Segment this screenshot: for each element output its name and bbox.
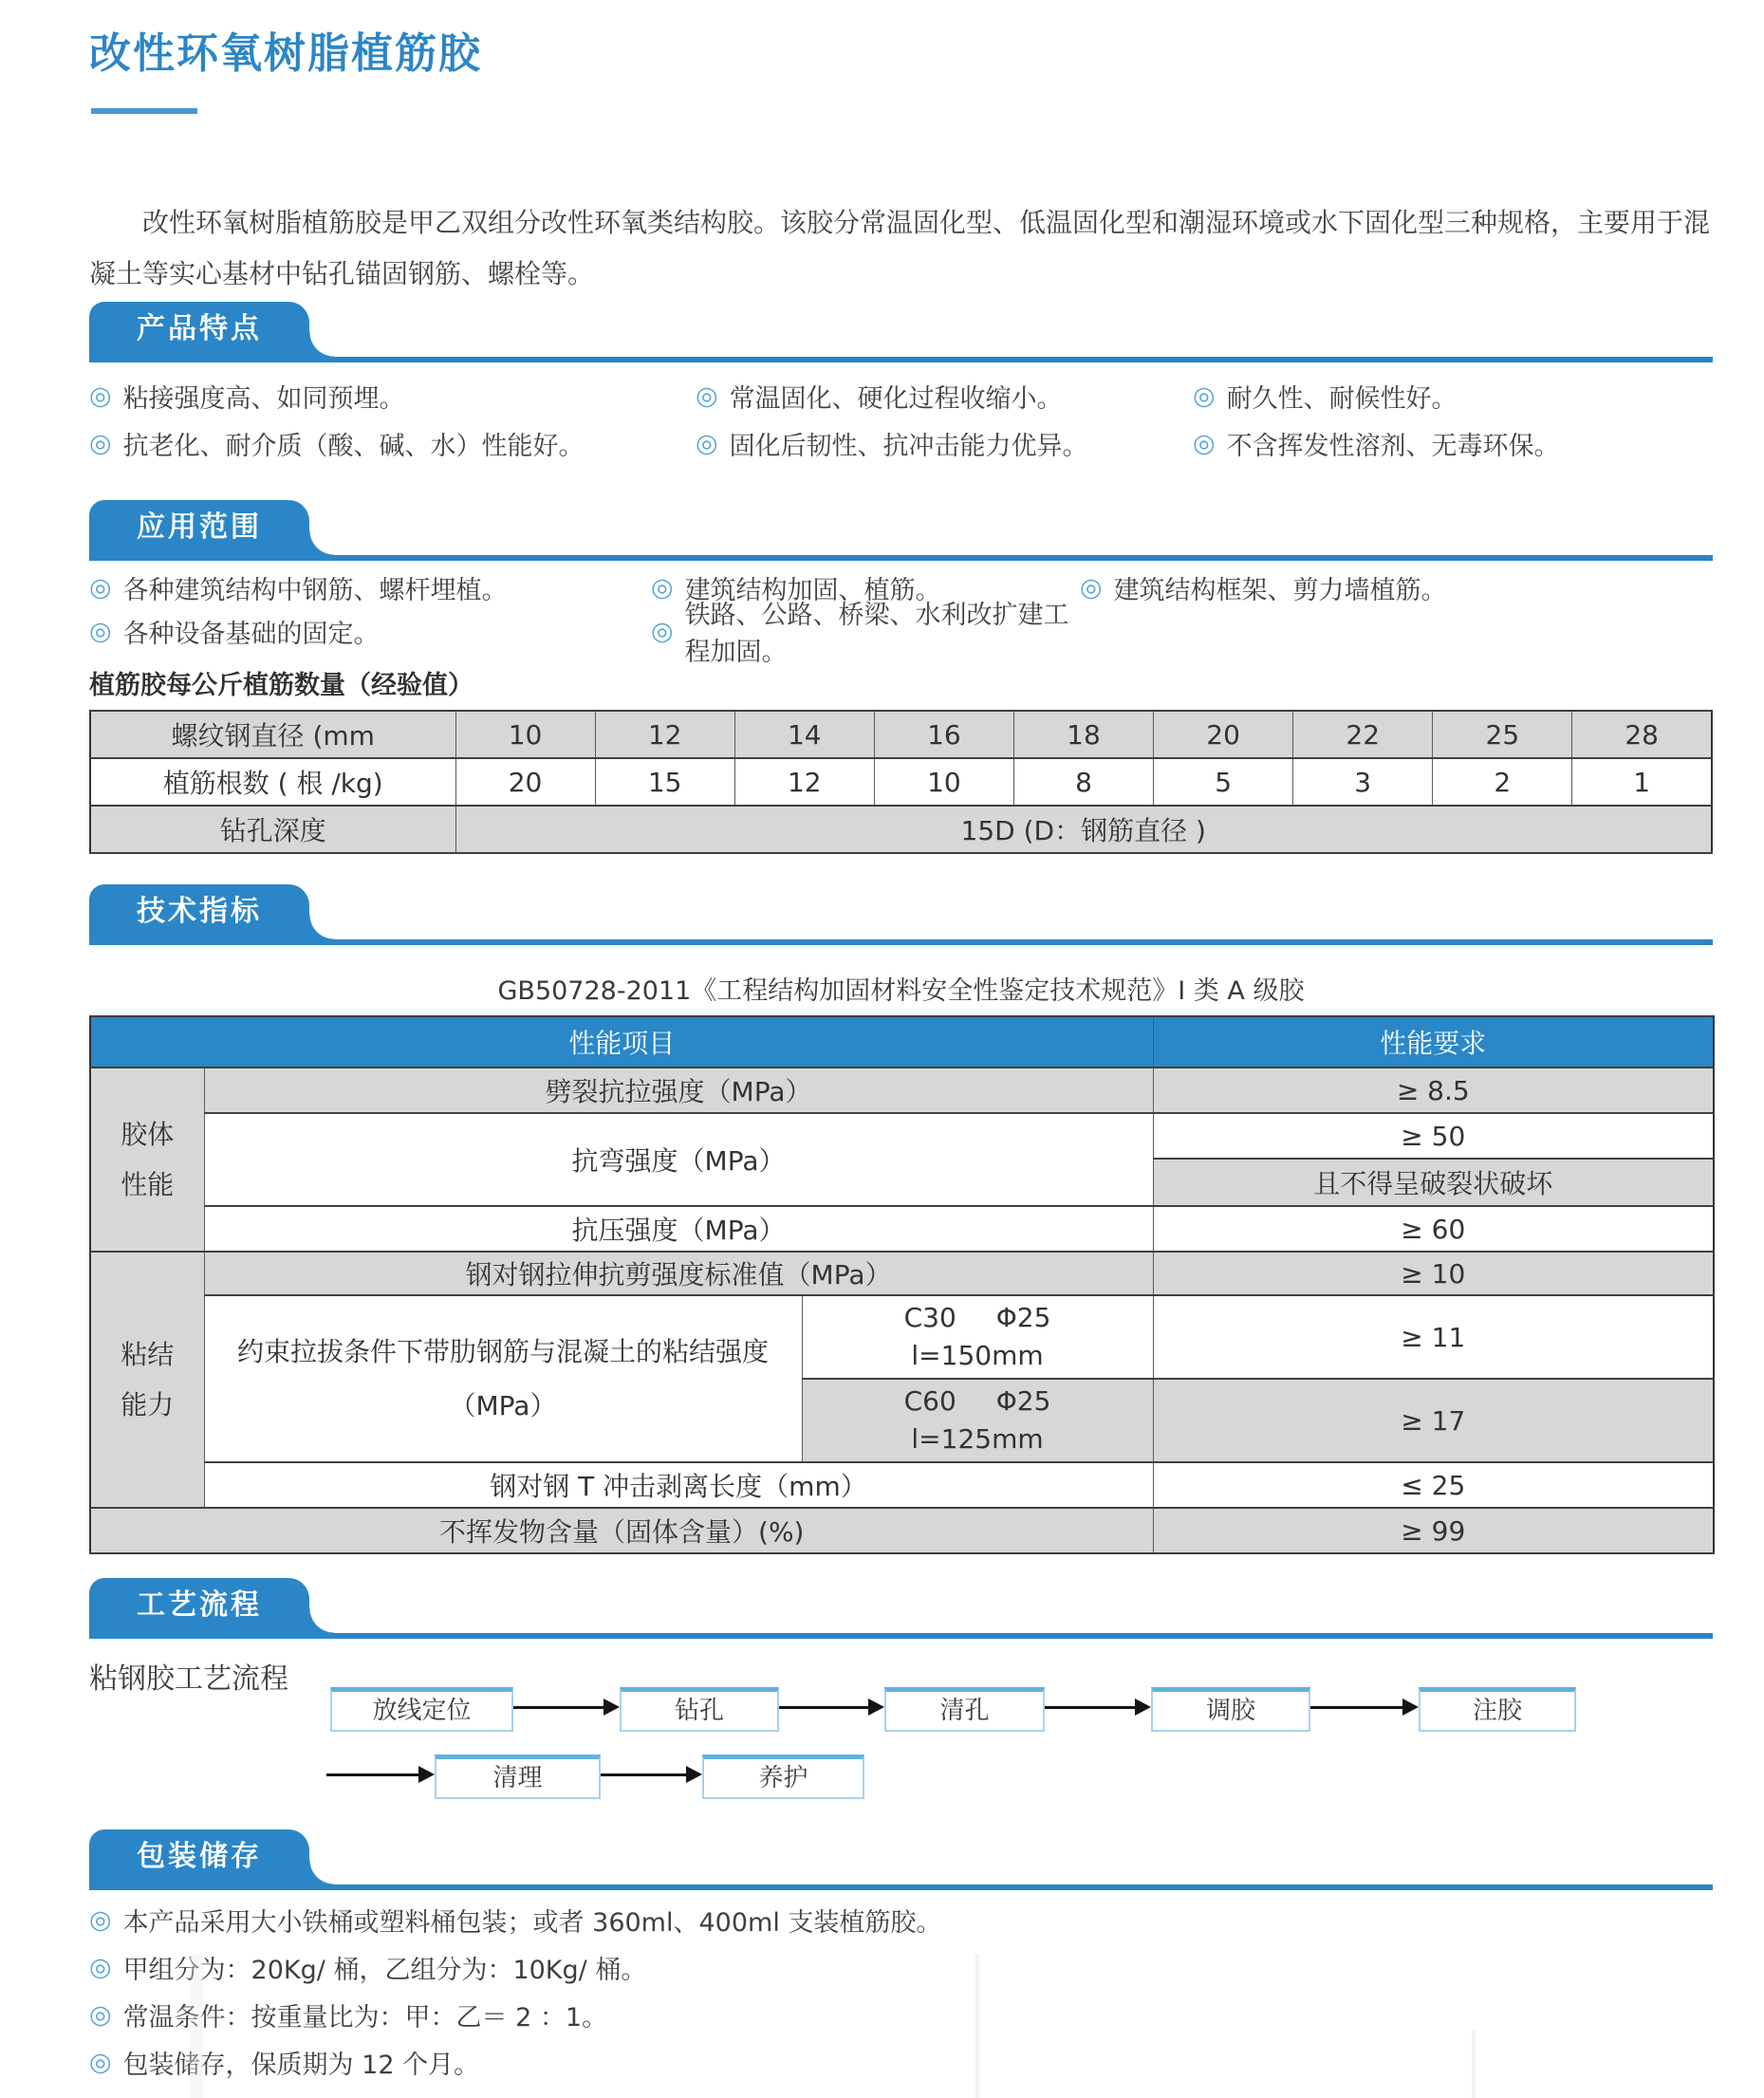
process-flowchart (89, 1653, 1713, 1814)
requirement-cell: ≥ 10 (1153, 1252, 1714, 1295)
cell: 28 (1572, 711, 1712, 758)
tech-table (89, 1015, 1715, 1554)
bullet-text: 甲组分为：20Kg/ 桶，乙组分为：10Kg/ 桶。 (122, 1955, 647, 1985)
page-title: 改性环氧树脂植筋胶 (89, 29, 482, 78)
bullet-text: 常温固化、硬化过程收缩小。 (729, 383, 1063, 414)
arrow-right-icon (326, 1773, 418, 1776)
property-cell: 不挥发物含量（固体含量）(%) (90, 1508, 1153, 1553)
bullet-icon: ◎ (89, 428, 112, 458)
packaging-heading-badge: 包装储存 (89, 1829, 309, 1884)
table-row (90, 806, 1712, 853)
property-cell: 钢对钢拉伸抗剪强度标准值（MPa） (204, 1252, 1153, 1295)
arrow-right-icon (1310, 1706, 1402, 1709)
bullet-text: 不含挥发性溶剂、无毒环保。 (1226, 431, 1560, 461)
cell: 20 (455, 758, 595, 806)
cell: 22 (1293, 711, 1433, 758)
list-item (89, 1991, 1713, 2038)
arrow-right-icon (601, 1773, 686, 1776)
row-label: 钻孔深度 (90, 806, 455, 853)
property-cell: 劈裂抗拉强度（MPa） (204, 1068, 1153, 1113)
cell: 12 (595, 711, 734, 758)
cell: 16 (874, 711, 1013, 758)
section-header-features (89, 302, 1713, 362)
list-item (89, 419, 696, 467)
section-rule (89, 357, 1713, 362)
property-cell: 钢对钢 T 冲击剥离长度（mm） (204, 1462, 1153, 1508)
column-header: 性能要求 (1153, 1016, 1714, 1068)
watermark-tower (975, 1955, 979, 2098)
list-item (89, 1943, 1713, 1991)
bullet-text: 粘接强度高、如同预埋。 (122, 383, 405, 414)
bullet-icon: ◎ (696, 428, 718, 458)
flow-step: 调胶 (1151, 1687, 1310, 1732)
condition-cell: C30 Φ25 l=150mm (802, 1295, 1153, 1379)
flow-step: 清孔 (884, 1687, 1045, 1732)
bullet-icon: ◎ (696, 381, 718, 411)
applications-list (89, 566, 1713, 667)
cell: 18 (1013, 711, 1153, 758)
cell: 10 (455, 711, 595, 758)
property-cell: 抗压强度（MPa） (204, 1206, 1153, 1252)
bullet-text: 耐久性、耐候性好。 (1226, 383, 1458, 414)
bullet-icon: ◎ (89, 1999, 112, 2030)
arrow-right-icon (513, 1706, 603, 1709)
list-item (696, 419, 1193, 467)
bullet-text: 本产品采用大小铁桶或塑料桶包装；或者 360ml、400ml 支装植筋胶。 (122, 1907, 942, 1938)
bullet-icon: ◎ (1080, 572, 1103, 603)
cell: 1 (1572, 758, 1712, 806)
table-row (90, 1068, 1714, 1113)
flowchart-label: 粘钢胶工艺流程 (89, 1662, 288, 1696)
features-list (89, 372, 1713, 467)
cell: 15 (595, 758, 734, 806)
section-rule (89, 939, 1713, 945)
bullet-icon: ◎ (1193, 381, 1216, 411)
list-item (696, 372, 1193, 419)
applications-heading-badge: 应用范围 (89, 500, 309, 555)
process-heading-badge: 工艺流程 (89, 1578, 309, 1633)
dosage-table-caption: 植筋胶每公斤植筋数量（经验值） (89, 671, 473, 700)
cell: 2 (1433, 758, 1572, 806)
row-label: 螺纹钢直径 (mm (90, 711, 455, 758)
table-row (90, 1462, 1714, 1508)
requirement-cell: ≥ 11 (1153, 1295, 1714, 1379)
bullet-icon: ◎ (89, 2047, 112, 2077)
tech-heading-badge: 技术指标 (89, 884, 309, 939)
bullet-text: 抗老化、耐介质（酸、碱、水）性能好。 (122, 431, 585, 461)
bullet-text: 建筑结构框架、剪力墙植筋。 (1113, 575, 1447, 605)
requirement-cell: ≥ 17 (1153, 1379, 1714, 1462)
requirement-cell: ≥ 99 (1153, 1508, 1714, 1553)
list-item (89, 1896, 1713, 1943)
requirement-cell: ≥ 50 (1153, 1113, 1714, 1159)
flow-step: 钻孔 (620, 1687, 779, 1732)
group-label: 粘结能力 (90, 1252, 204, 1508)
table-row (90, 758, 1712, 806)
cell: 10 (874, 758, 1013, 806)
property-cell: 抗弯强度（MPa） (204, 1113, 1153, 1206)
watermark-tower (1472, 2031, 1476, 2098)
bullet-icon: ◎ (651, 616, 674, 646)
cell: 8 (1013, 758, 1153, 806)
dosage-table (89, 710, 1713, 854)
cell: 3 (1293, 758, 1433, 806)
title-underline (91, 108, 197, 114)
table-row (90, 1508, 1714, 1553)
group-label: 胶体性能 (90, 1068, 204, 1252)
bullet-icon: ◎ (1193, 428, 1216, 458)
bullet-text: 各种建筑结构中钢筋、螺杆埋植。 (122, 575, 508, 605)
flow-step: 注胶 (1419, 1687, 1576, 1732)
section-rule (89, 1884, 1713, 1890)
arrow-right-icon (779, 1706, 868, 1709)
section-rule (89, 555, 1713, 561)
watermark-tower (190, 1955, 203, 2098)
list-item (89, 372, 696, 419)
bullet-icon: ◎ (89, 572, 112, 603)
condition-cell: C60 Φ25 l=125mm (802, 1379, 1153, 1462)
intro-paragraph: 改性环氧树脂植筋胶是甲乙双组分改性环氧类结构胶。该胶分常温固化型、低温固化型和潮湿环境或水下固化型三种规格，主要用于混凝土等实心基材中钻孔锚固钢筋、螺栓等。 (89, 207, 1711, 289)
table-header-row (90, 1016, 1714, 1068)
list-item (1193, 372, 1713, 419)
list-item (89, 609, 651, 653)
bullet-icon: ◎ (89, 1904, 112, 1935)
requirement-cell: ≤ 25 (1153, 1462, 1714, 1508)
list-item (1193, 419, 1713, 467)
list-item (89, 2038, 1713, 2086)
list-item (89, 566, 651, 609)
flow-step: 养护 (702, 1755, 864, 1799)
bullet-text: 固化后韧性、抗冲击能力优异。 (729, 431, 1088, 461)
cell: 15D (D：钢筋直径 ) (455, 806, 1712, 853)
requirement-cell: 且不得呈破裂状破坏 (1153, 1159, 1714, 1206)
table-row (90, 1295, 1714, 1379)
section-header-applications (89, 500, 1713, 561)
flow-step: 清理 (435, 1755, 601, 1799)
features-heading-badge: 产品特点 (89, 302, 309, 357)
bullet-icon: ◎ (89, 1952, 112, 1982)
list-item (1080, 566, 1713, 609)
table-row (90, 1113, 1714, 1159)
table-row (90, 1206, 1714, 1252)
section-header-packaging (89, 1829, 1713, 1890)
section-header-process (89, 1578, 1713, 1639)
bullet-icon: ◎ (89, 616, 112, 646)
bullet-text: 各种设备基础的固定。 (122, 619, 380, 649)
bullet-icon: ◎ (89, 381, 112, 411)
packaging-list (89, 1896, 1713, 2086)
table-row (90, 711, 1712, 758)
section-header-tech (89, 884, 1713, 945)
standard-note: GB50728-2011《工程结构加固材料安全性鉴定技术规范》I 类 A 级胶 (497, 976, 1305, 1006)
bullet-icon: ◎ (651, 572, 674, 603)
cell: 5 (1154, 758, 1293, 806)
cell: 12 (734, 758, 874, 806)
section-rule (89, 1633, 1713, 1639)
bullet-text: 常温条件：按重量比为：甲：乙＝ 2 ：1。 (122, 2002, 608, 2033)
cell: 14 (734, 711, 874, 758)
requirement-cell: ≥ 60 (1153, 1206, 1714, 1252)
row-label: 植筋根数 ( 根 /kg) (90, 758, 455, 806)
property-cell: 约束拉拔条件下带肋钢筋与混凝土的粘结强度（MPa） (204, 1295, 802, 1462)
table-row (90, 1252, 1714, 1295)
list-item (651, 601, 1080, 667)
column-header: 性能项目 (90, 1016, 1153, 1068)
bullet-text: 包装储存，保质期为 12 个月。 (122, 2050, 480, 2080)
arrow-right-icon (1045, 1706, 1135, 1709)
bullet-text: 建筑结构加固、植筋。 (684, 575, 941, 605)
requirement-cell: ≥ 8.5 (1153, 1068, 1714, 1113)
bullet-text: 铁路、公路、桥梁、水利改扩建工程加固。 (684, 601, 1069, 667)
cell: 25 (1433, 711, 1572, 758)
cell: 20 (1154, 711, 1293, 758)
flow-step: 放线定位 (330, 1687, 513, 1732)
